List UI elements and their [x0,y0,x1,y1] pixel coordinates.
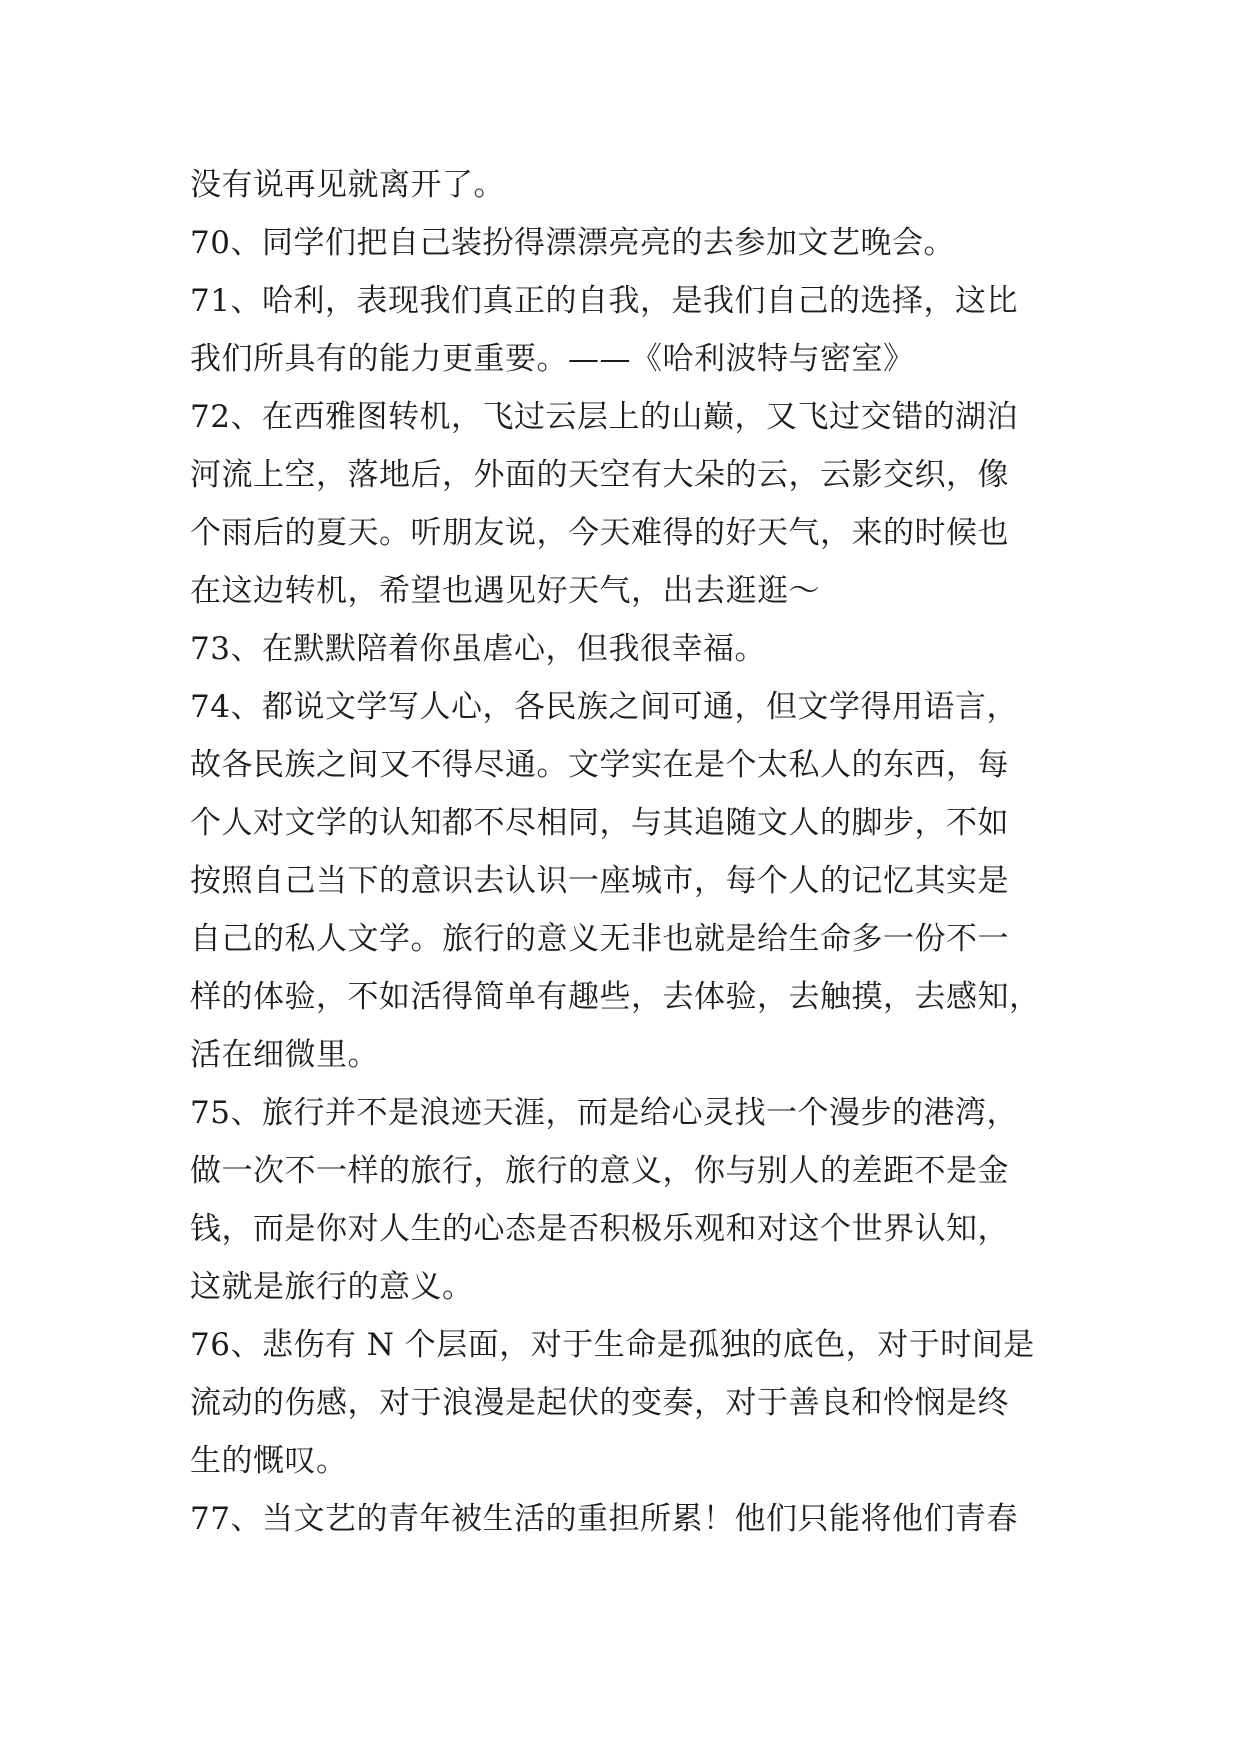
text-line: 故各民族之间又不得尽通。文学实在是个太私人的东西，每 [190,747,1009,783]
text-line: 生的慨叹。 [190,1443,348,1479]
text-line: 74、都说文学写人心，各民族之间可通，但文学得用语言， [190,689,1018,725]
text-line: 自己的私人文学。旅行的意义无非也就是给生命多一份不一 [190,921,1009,957]
text-line: 在这边转机，希望也遇见好天气，出去逛逛～ [190,573,820,609]
text-line: 这就是旅行的意义。 [190,1269,474,1305]
text-line: 73、在默默陪着你虽虐心，但我很幸福。 [190,631,766,667]
text-line: 75、旅行并不是浪迹天涯，而是给心灵找一个漫步的港湾， [190,1095,1018,1131]
text-line: 流动的伤感，对于浪漫是起伏的变奏，对于善良和怜悯是终 [190,1385,1009,1421]
text-line: 个雨后的夏天。听朋友说，今天难得的好天气，来的时候也 [190,515,1009,551]
text-line: 我们所具有的能力更重要。——《哈利波特与密室》 [190,341,915,377]
text-line: 河流上空，落地后，外面的天空有大朵的云，云影交织，像 [190,457,1009,493]
text-line: 71、哈利，表现我们真正的自我，是我们自己的选择，这比 [190,283,1018,319]
text-line: 样的体验，不如活得简单有趣些，去体验，去触摸，去感知， [190,979,1041,1015]
text-line: 72、在西雅图转机，飞过云层上的山巅，又飞过交错的湖泊 [190,399,1018,435]
text-line: 70、同学们把自己装扮得漂漂亮亮的去参加文艺晚会。 [190,225,955,261]
text-line: 77、当文艺的青年被生活的重担所累！他们只能将他们青春 [190,1501,1018,1537]
text-line: 钱，而是你对人生的心态是否积极乐观和对这个世界认知， [190,1211,1009,1247]
text-line: 个人对文学的认知都不尽相同，与其追随文人的脚步，不如 [190,805,1009,841]
text-line: 76、悲伤有 N 个层面，对于生命是孤独的底色，对于时间是 [190,1327,1035,1363]
text-line: 没有说再见就离开了。 [190,167,505,203]
text-line: 做一次不一样的旅行，旅行的意义，你与别人的差距不是金 [190,1153,1009,1189]
text-line: 按照自己当下的意识去认识一座城市，每个人的记忆其实是 [190,863,1009,899]
text-line: 活在细微里。 [190,1037,379,1073]
document-body [190,156,1070,1548]
